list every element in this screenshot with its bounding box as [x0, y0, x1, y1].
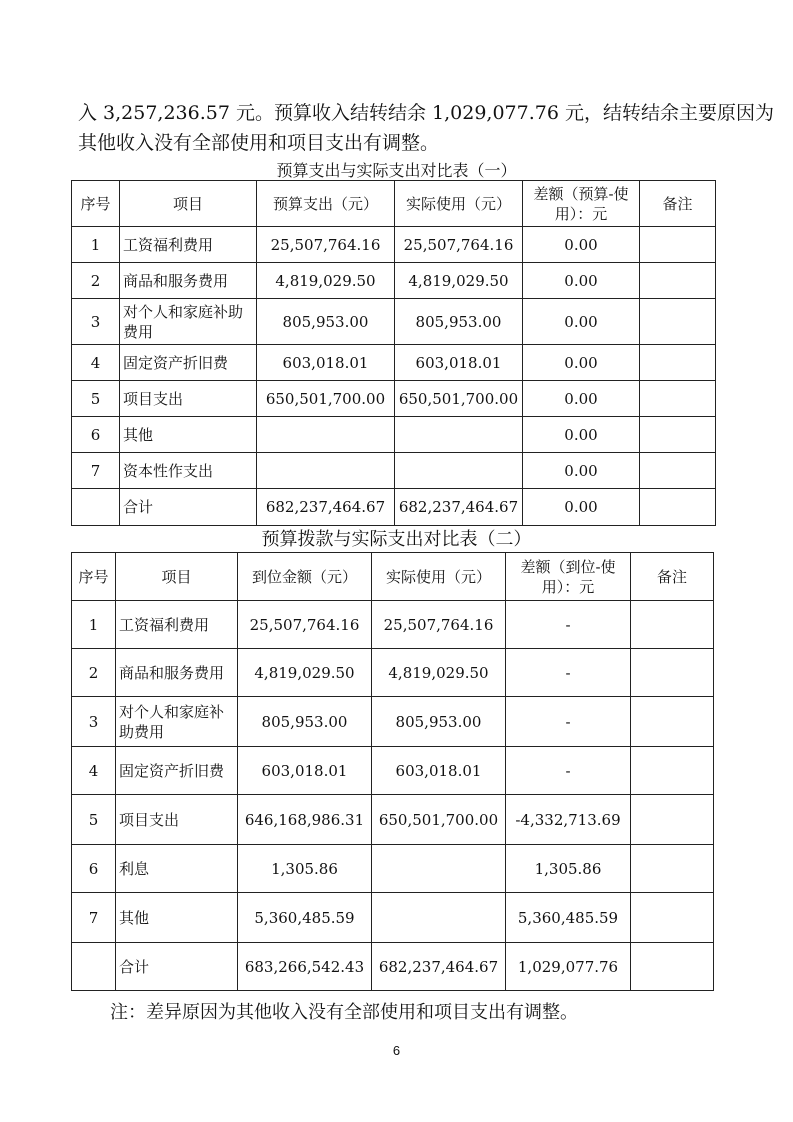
cell-difference: -: [506, 601, 631, 649]
cell-amount: 650,501,700.00: [257, 381, 395, 417]
cell-index: 5: [72, 795, 116, 845]
intro-line-1: 入 3,257,236.57 元。预算收入结转结余 1,029,077.76 元，结转结余主要原因为: [78, 102, 774, 124]
header-actual: 实际使用（元）: [372, 553, 506, 601]
cell-item: 工资福利费用: [120, 227, 257, 263]
page-number: 6: [392, 1043, 401, 1058]
cell-actual: [372, 893, 506, 943]
cell-index: 4: [72, 747, 116, 795]
cell-item: 固定资产折旧费: [116, 747, 238, 795]
cell-remark: [631, 697, 714, 747]
cell-item: 项目支出: [116, 795, 238, 845]
header-remark: 备注: [640, 181, 716, 227]
cell-difference: 0.00: [523, 453, 640, 489]
table-row: [72, 649, 714, 697]
cell-amount: 683,266,542.43: [238, 943, 372, 991]
cell-remark: [640, 489, 716, 526]
cell-item: 对个人和家庭补助费用: [120, 299, 257, 345]
cell-index: 7: [72, 893, 116, 943]
cell-difference: 0.00: [523, 417, 640, 453]
header-remark: 备注: [631, 553, 714, 601]
cell-index: 1: [72, 601, 116, 649]
cell-amount: [257, 417, 395, 453]
cell-difference: 0.00: [523, 263, 640, 299]
table2-caption: 预算拨款与实际支出对比表（二）: [261, 529, 532, 550]
cell-amount: 682,237,464.67: [257, 489, 395, 526]
cell-remark: [631, 943, 714, 991]
cell-item: 项目支出: [120, 381, 257, 417]
cell-item: 利息: [116, 845, 238, 893]
cell-amount: 646,168,986.31: [238, 795, 372, 845]
cell-difference: 5,360,485.59: [506, 893, 631, 943]
cell-remark: [640, 345, 716, 381]
cell-item: 合计: [116, 943, 238, 991]
cell-remark: [631, 893, 714, 943]
cell-difference: 0.00: [523, 345, 640, 381]
budget-vs-actual-table-1: [71, 180, 716, 526]
cell-amount: 805,953.00: [238, 697, 372, 747]
footnote: 注：差异原因为其他收入没有全部使用和项目支出有调整。: [110, 1002, 578, 1023]
header-index: 序号: [72, 181, 120, 227]
table-row: [72, 453, 716, 489]
cell-item: 资本性作支出: [120, 453, 257, 489]
table-row: [72, 845, 714, 893]
cell-item: 商品和服务费用: [120, 263, 257, 299]
cell-difference: 0.00: [523, 489, 640, 526]
header-difference: 差额（到位-使用）：元: [506, 553, 631, 601]
header-budget: 预算支出（元）: [257, 181, 395, 227]
header-item: 项目: [120, 181, 257, 227]
cell-remark: [640, 263, 716, 299]
cell-index: [72, 943, 116, 991]
cell-actual: [395, 417, 523, 453]
cell-actual: [372, 845, 506, 893]
cell-difference: 1,305.86: [506, 845, 631, 893]
cell-item: 其他: [116, 893, 238, 943]
cell-difference: -: [506, 697, 631, 747]
table1-body: [72, 227, 716, 526]
cell-remark: [640, 417, 716, 453]
cell-item: 商品和服务费用: [116, 649, 238, 697]
cell-actual: 603,018.01: [372, 747, 506, 795]
cell-amount: 25,507,764.16: [257, 227, 395, 263]
cell-index: 5: [72, 381, 120, 417]
cell-index: 4: [72, 345, 120, 381]
cell-index: 6: [72, 845, 116, 893]
cell-remark: [640, 381, 716, 417]
cell-remark: [631, 845, 714, 893]
cell-index: 2: [72, 649, 116, 697]
cell-amount: 603,018.01: [238, 747, 372, 795]
cell-difference: 0.00: [523, 381, 640, 417]
cell-remark: [640, 227, 716, 263]
cell-difference: 1,029,077.76: [506, 943, 631, 991]
appropriation-vs-actual-table-2: [71, 552, 714, 991]
cell-actual: 4,819,029.50: [372, 649, 506, 697]
cell-item: 对个人和家庭补助费用: [116, 697, 238, 747]
cell-actual: 682,237,464.67: [372, 943, 506, 991]
cell-difference: -: [506, 747, 631, 795]
header-index: 序号: [72, 553, 116, 601]
cell-actual: 682,237,464.67: [395, 489, 523, 526]
cell-item: 工资福利费用: [116, 601, 238, 649]
cell-actual: 650,501,700.00: [395, 381, 523, 417]
table-row: [72, 795, 714, 845]
table-row: [72, 381, 716, 417]
table-row: [72, 263, 716, 299]
cell-index: 1: [72, 227, 120, 263]
cell-index: 3: [72, 299, 120, 345]
cell-amount: 25,507,764.16: [238, 601, 372, 649]
header-arrived-amount: 到位金额（元）: [238, 553, 372, 601]
cell-index: 7: [72, 453, 120, 489]
cell-amount: 805,953.00: [257, 299, 395, 345]
cell-difference: -4,332,713.69: [506, 795, 631, 845]
cell-index: [72, 489, 120, 526]
cell-amount: 1,305.86: [238, 845, 372, 893]
cell-remark: [631, 649, 714, 697]
table2-body: [72, 601, 714, 991]
cell-actual: 25,507,764.16: [372, 601, 506, 649]
table-row: [72, 489, 716, 526]
cell-index: 6: [72, 417, 120, 453]
cell-difference: -: [506, 649, 631, 697]
cell-remark: [631, 747, 714, 795]
cell-actual: 650,501,700.00: [372, 795, 506, 845]
table-header-row: [72, 553, 714, 601]
cell-item: 固定资产折旧费: [120, 345, 257, 381]
cell-index: 2: [72, 263, 120, 299]
cell-amount: [257, 453, 395, 489]
header-difference: 差额（预算-使用）：元: [523, 181, 640, 227]
table-header-row: [72, 181, 716, 227]
table-row: [72, 943, 714, 991]
table-row: [72, 345, 716, 381]
cell-item: 合计: [120, 489, 257, 526]
cell-remark: [631, 795, 714, 845]
table1-caption: 预算支出与实际支出对比表（一）: [276, 161, 517, 180]
cell-actual: 25,507,764.16: [395, 227, 523, 263]
table-row: [72, 747, 714, 795]
cell-amount: 603,018.01: [257, 345, 395, 381]
intro-line-2: 其他收入没有全部使用和项目支出有调整。: [78, 132, 440, 154]
cell-difference: 0.00: [523, 299, 640, 345]
table-row: [72, 227, 716, 263]
intro-paragraph: [78, 98, 774, 158]
table-row: [72, 417, 716, 453]
cell-amount: 4,819,029.50: [238, 649, 372, 697]
header-actual: 实际使用（元）: [395, 181, 523, 227]
cell-actual: 4,819,029.50: [395, 263, 523, 299]
cell-amount: 4,819,029.50: [257, 263, 395, 299]
cell-difference: 0.00: [523, 227, 640, 263]
header-item: 项目: [116, 553, 238, 601]
cell-item: 其他: [120, 417, 257, 453]
cell-actual: 805,953.00: [395, 299, 523, 345]
cell-actual: 603,018.01: [395, 345, 523, 381]
table-row: [72, 697, 714, 747]
table-row: [72, 893, 714, 943]
table-row: [72, 299, 716, 345]
cell-remark: [640, 453, 716, 489]
table-row: [72, 601, 714, 649]
cell-index: 3: [72, 697, 116, 747]
cell-remark: [631, 601, 714, 649]
cell-remark: [640, 299, 716, 345]
cell-actual: [395, 453, 523, 489]
cell-amount: 5,360,485.59: [238, 893, 372, 943]
cell-actual: 805,953.00: [372, 697, 506, 747]
